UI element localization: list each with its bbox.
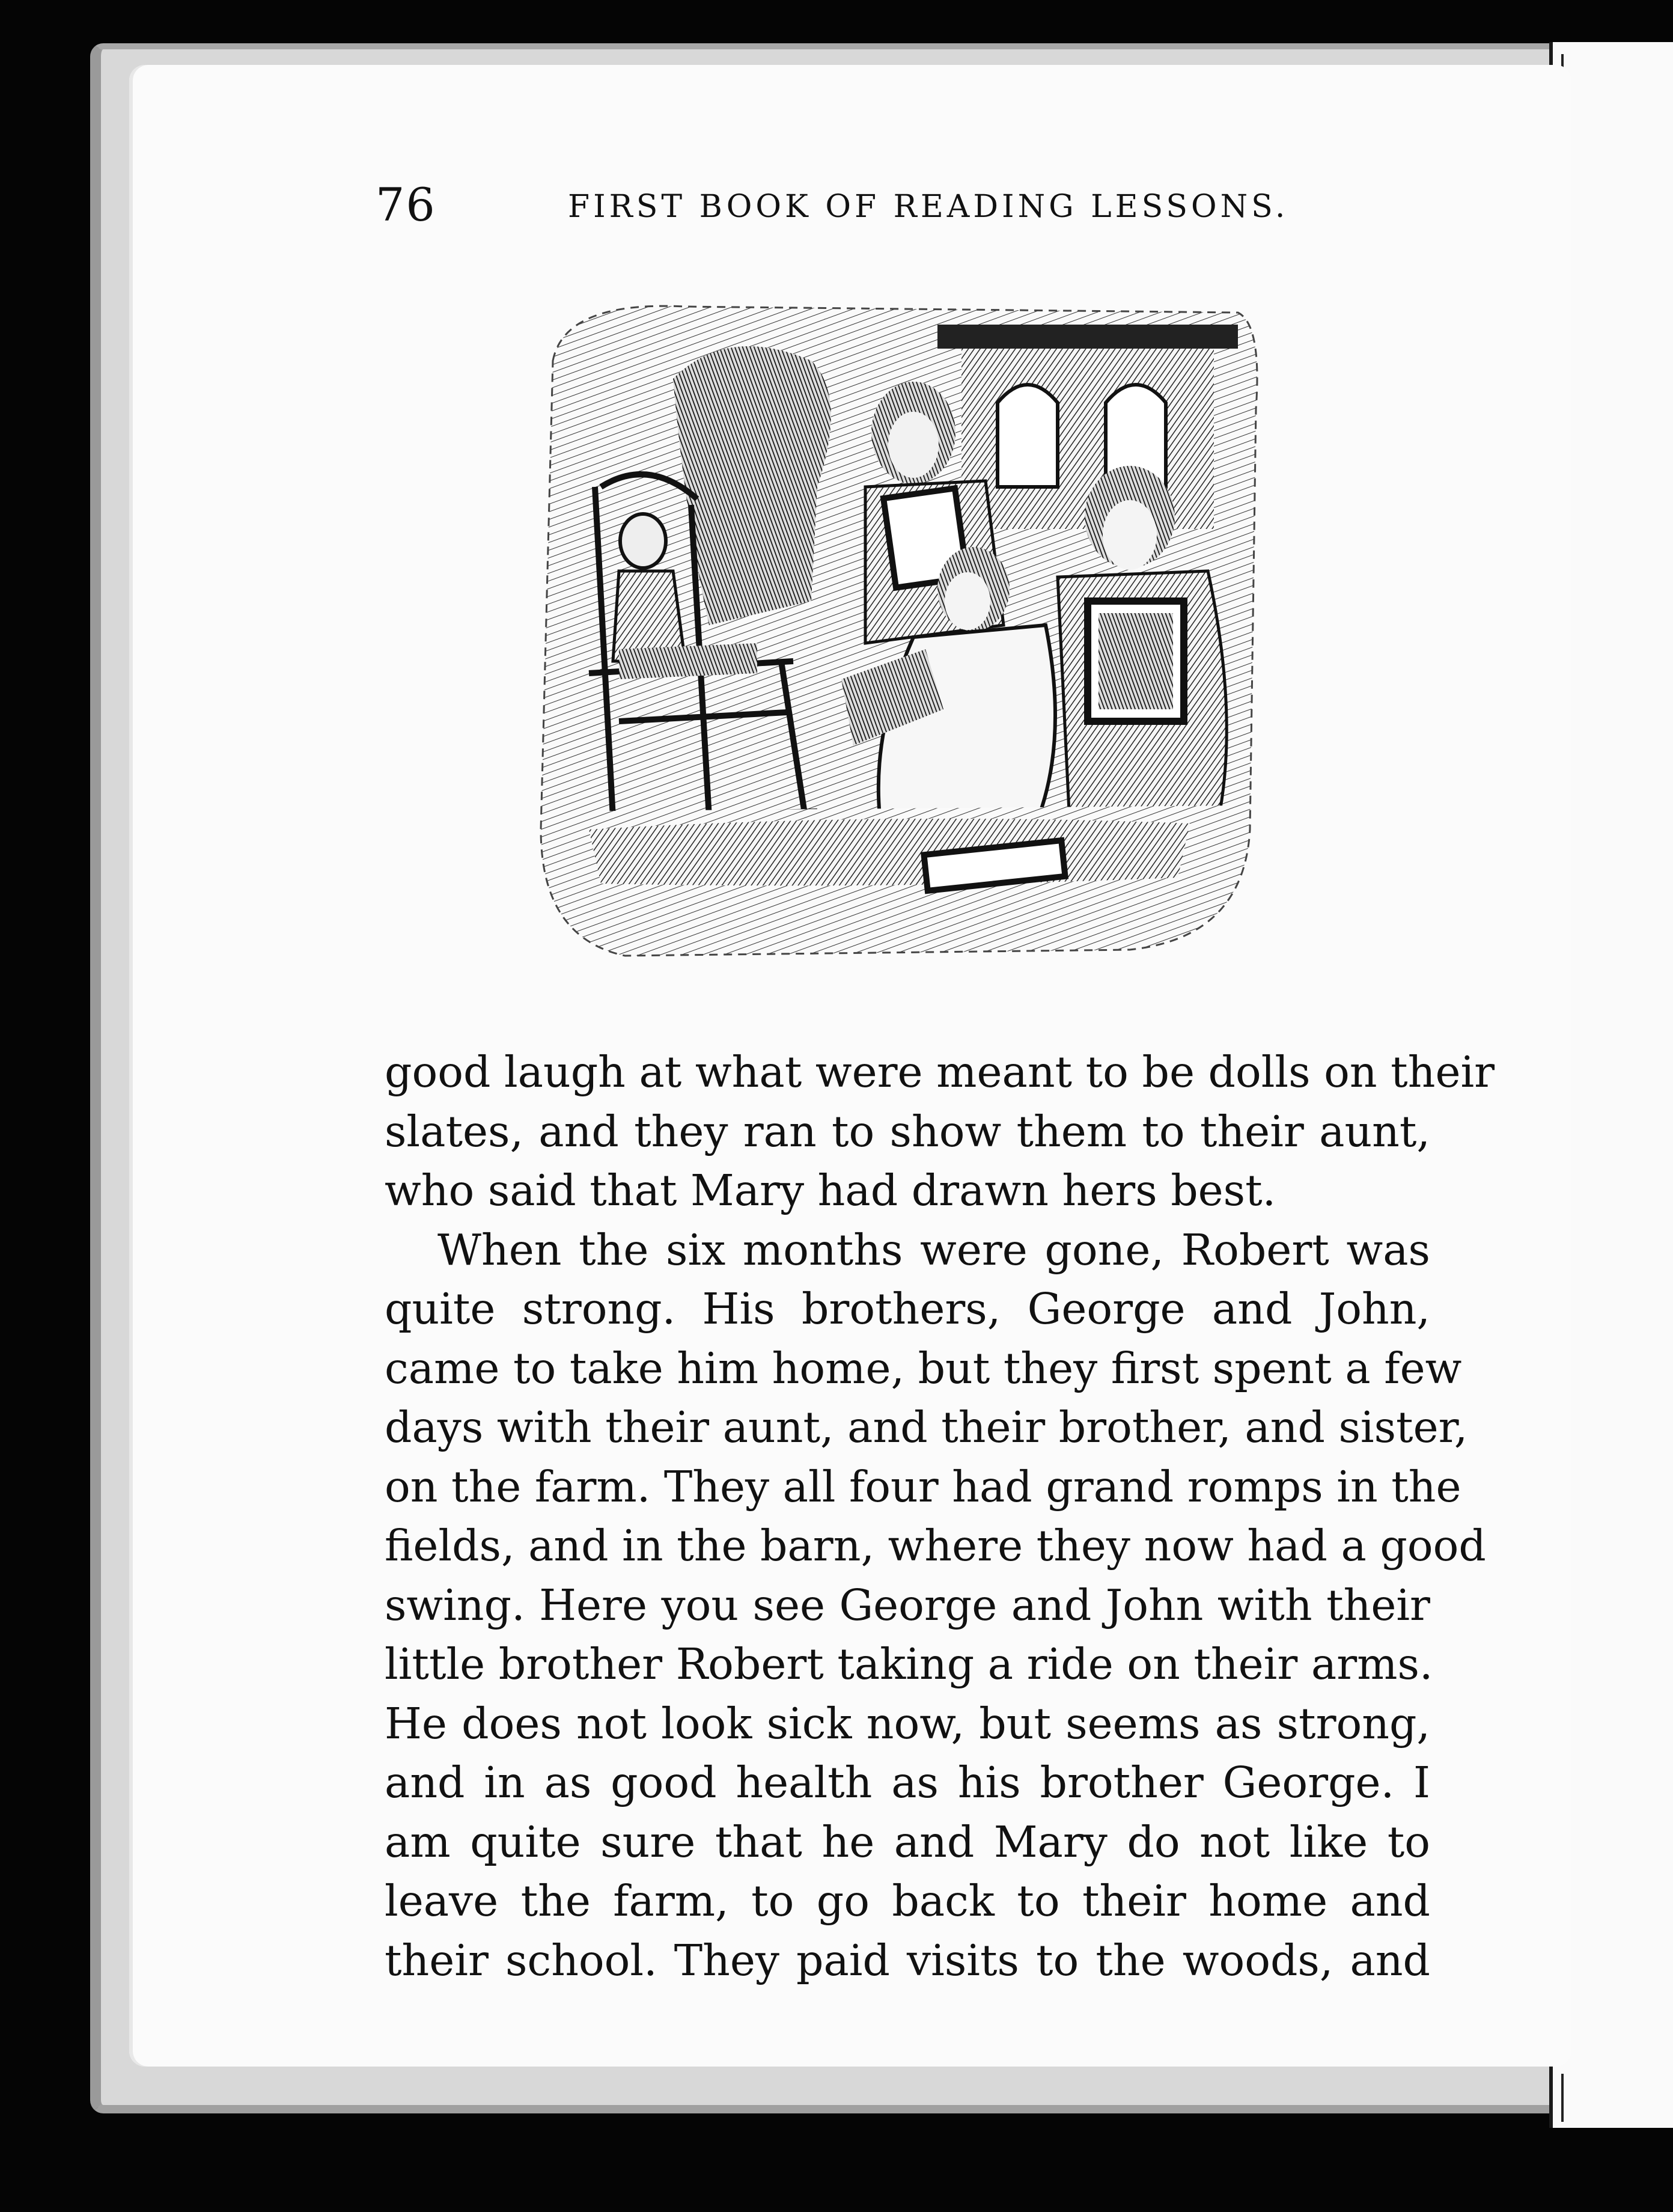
text-line: When the six months were gone, Robert was — [437, 1224, 1430, 1275]
text-line: fields, and in the barn, where they now had a good — [385, 1521, 1486, 1571]
text-line: leave the farm, to go back to their home and — [385, 1876, 1430, 1926]
running-title: FIRST BOOK OF READING LESSONS. — [568, 189, 1289, 225]
page-number: 76 — [376, 178, 436, 231]
text-line: He does not look sick now, but seems as strong, — [385, 1698, 1430, 1749]
body-text — [385, 1043, 1495, 1990]
text-line: slates, and they ran to show them to their aunt, — [385, 1106, 1430, 1156]
engraving-illustration — [529, 289, 1268, 968]
text-line: little brother Robert taking a ride on their arms. — [385, 1639, 1433, 1689]
page-header — [376, 178, 1289, 231]
text-line: came to take him home, but they first spent a few — [385, 1343, 1462, 1393]
facing-page-rule — [1561, 2074, 1564, 2122]
text-line: am quite sure that he and Mary do not like to — [385, 1816, 1430, 1867]
text-line: their school. They paid visits to the woods, and — [385, 1935, 1430, 1985]
engraving-children-with-slates-and-doll-icon — [529, 289, 1268, 968]
text-line: quite strong. His brothers, George and John, — [385, 1284, 1430, 1334]
text-line: swing. Here you see George and John with their — [385, 1580, 1430, 1630]
text-line: good laugh at what were meant to be dolls on their — [385, 1047, 1495, 1097]
text-line: on the farm. They all four had grand romps in the — [385, 1461, 1461, 1512]
text-line: who said that Mary had drawn hers best. — [385, 1166, 1276, 1215]
text-line: days with their aunt, and their brother, and sister, — [385, 1402, 1468, 1452]
text-line: and in as good health as his brother George. I — [385, 1758, 1430, 1807]
